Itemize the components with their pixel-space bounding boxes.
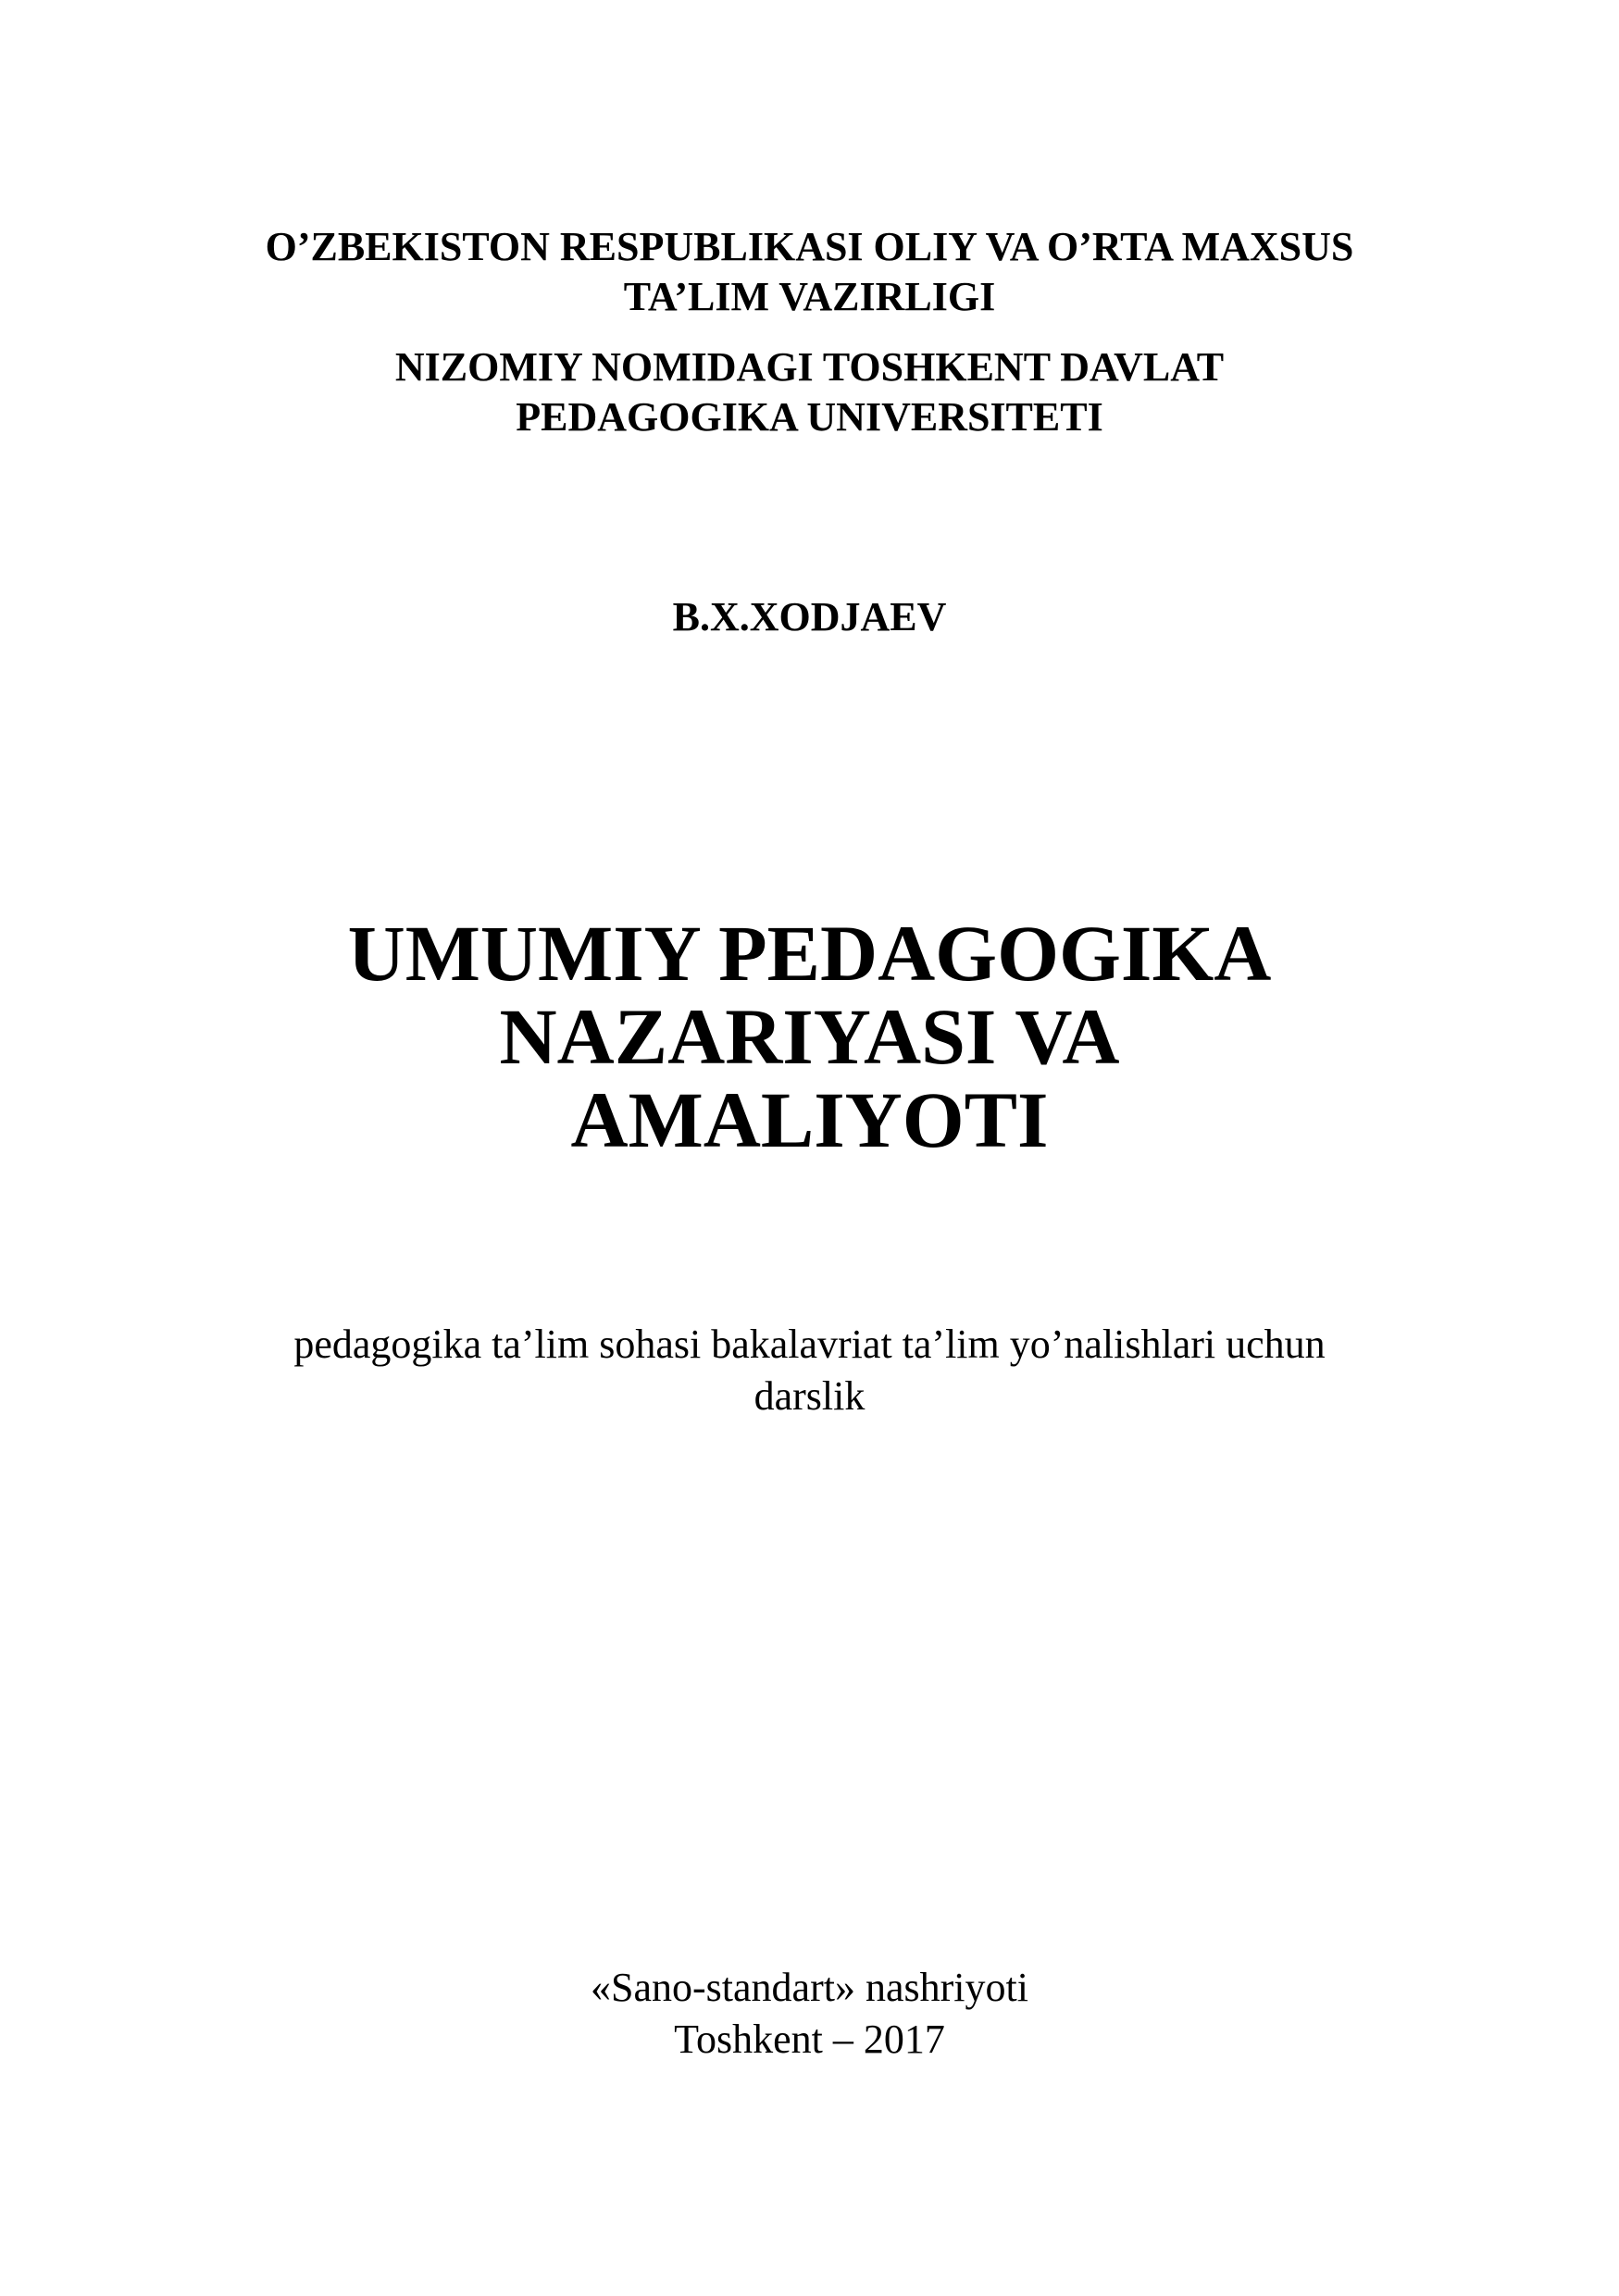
ministry-heading — [0, 222, 1619, 322]
publisher-info — [0, 1962, 1619, 2066]
author-line: B.X.XODJAEV — [672, 594, 947, 639]
university-heading — [0, 342, 1619, 442]
book-subtitle — [0, 1319, 1619, 1422]
title-line-2: NAZARIYASI VA — [499, 992, 1120, 1081]
title-line-3: AMALIYOTI — [570, 1075, 1049, 1164]
publisher-place-year: Toshkent – 2017 — [674, 2017, 945, 2062]
author-name — [0, 592, 1619, 642]
subtitle-line-2: darslik — [753, 1373, 866, 1419]
subtitle-line-1: pedagogika ta’lim sohasi bakalavriat ta’lim yo’nalishlari uchun — [293, 1322, 1326, 1367]
ministry-line-2: TA’LIM VAZIRLIGI — [623, 274, 996, 319]
publisher-name: «Sano-standart» nashriyoti — [591, 1965, 1028, 2010]
university-line-2: PEDAGOGIKA UNIVERSITETI — [516, 394, 1103, 440]
title-line-1: UMUMIY PEDAGOGIKA — [347, 909, 1272, 998]
book-title — [0, 909, 1619, 1164]
university-line-1: NIZOMIY NOMIDAGI TOSHKENT DAVLAT — [394, 344, 1225, 390]
ministry-line-1: O’ZBEKISTON RESPUBLIKASI OLIY VA O’RTA MAXSUS — [265, 224, 1354, 269]
